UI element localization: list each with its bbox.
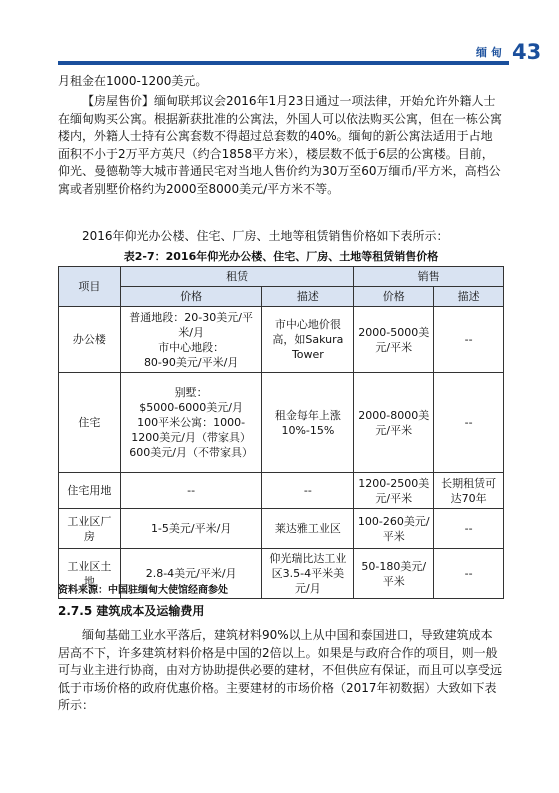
section-heading: 2.7.5 建筑成本及运输费用 [58,604,205,618]
cell-sale-price: 2000-8000美元/平米 [354,373,434,473]
paragraph-4: 缅甸基础工业水平落后，建筑材料90%以上从中国和泰国进口，导致建筑成本居高不下，许多建筑材料价格是中国的2倍以上。如果是与政府合作的项目，则一般可与业主进行协商，由对方协助提供必要的建材，不但供应有保证，而且可以享受远低于市场价格的政府优惠价格。主要建材的市场价格（2017年初数据）大致如下表所示： [58,628,503,712]
paragraph-3: 2016年仰光办公楼、住宅、厂房、土地等租赁销售价格如下表所示： [82,229,449,243]
cell-item: 工业区土地 [59,549,121,599]
header-rent-price: 价格 [120,287,262,307]
table-caption: 表2-7：2016年仰光办公楼、住宅、厂房、土地等租赁销售价格 [123,250,439,263]
paragraph-2: 【房屋售价】缅甸联邦议会2016年1月23日通过一项法律，开始允许外籍人士在缅甸购买公寓。根据新获批准的公寓法，外国人可以依法购买公寓，但在一栋公寓楼内，外籍人士持有公寓套数不得超过总套数的40%。缅甸的新公寓法适用于占地面积不小于2万平方英尺（约合1858平方米），楼层数不低于6层的公寓楼。目前，仰光、曼德勒等大城市普通民宅对当地人售价约为30万至60万缅币/平方米，高档公寓或者别墅价格约为2000至8000美元/平方米不等。 [58,94,503,196]
cell-sale-desc: -- [434,509,504,549]
cell-sale-price: 100-260美元/平米 [354,509,434,549]
table-row [59,509,504,549]
cell-rent-desc: 仰光瑞比达工业区3.5-4平米美元/月 [262,549,354,599]
table-row [59,473,504,509]
header-rent: 租赁 [120,267,354,287]
cell-sale-desc: -- [434,549,504,599]
cell-sale-desc: -- [434,373,504,473]
cell-item: 住宅 [59,373,121,473]
header-item: 项目 [59,267,121,307]
page-number: 43 [512,40,542,64]
table-source: 资料来源：中国驻缅甸大使馆经商参处 [58,585,228,596]
cell-sale-price: 1200-2500美元/平米 [354,473,434,509]
cell-rent-price: 别墅： $5000-6000美元/月 100平米公寓：1000-1200美元/月（带家具） 600美元/月（不带家具） [120,373,262,473]
price-table [58,266,504,599]
cell-sale-price: 2000-5000美元/平米 [354,307,434,373]
cell-rent-price: 2.8-4美元/平米/月 [120,549,262,599]
cell-rent-price: 普通地段：20-30美元/平米/月 市中心地段： 80-90美元/平米/月 [120,307,262,373]
cell-rent-desc: 租金每年上涨10%-15% [262,373,354,473]
cell-item: 住宅用地 [59,473,121,509]
paragraph-1: 月租金在1000-1200美元。 [58,74,208,88]
header-rule [58,61,509,65]
header-rent-desc: 描述 [262,287,354,307]
cell-sale-price: 50-180美元/平米 [354,549,434,599]
cell-rent-desc: -- [262,473,354,509]
header-sale-price: 价格 [354,287,434,307]
header-sale: 销售 [354,267,504,287]
header-title: 缅甸 [476,46,506,59]
cell-item: 办公楼 [59,307,121,373]
table-row [59,373,504,473]
cell-sale-desc: 长期租赁可达70年 [434,473,504,509]
cell-item: 工业区厂房 [59,509,121,549]
cell-rent-price: -- [120,473,262,509]
cell-sale-desc: -- [434,307,504,373]
table-row [59,307,504,373]
header-sale-desc: 描述 [434,287,504,307]
cell-rent-desc: 市中心地价很高，如Sakura Tower [262,307,354,373]
cell-rent-desc: 莱达雅工业区 [262,509,354,549]
cell-rent-price: 1-5美元/平米/月 [120,509,262,549]
